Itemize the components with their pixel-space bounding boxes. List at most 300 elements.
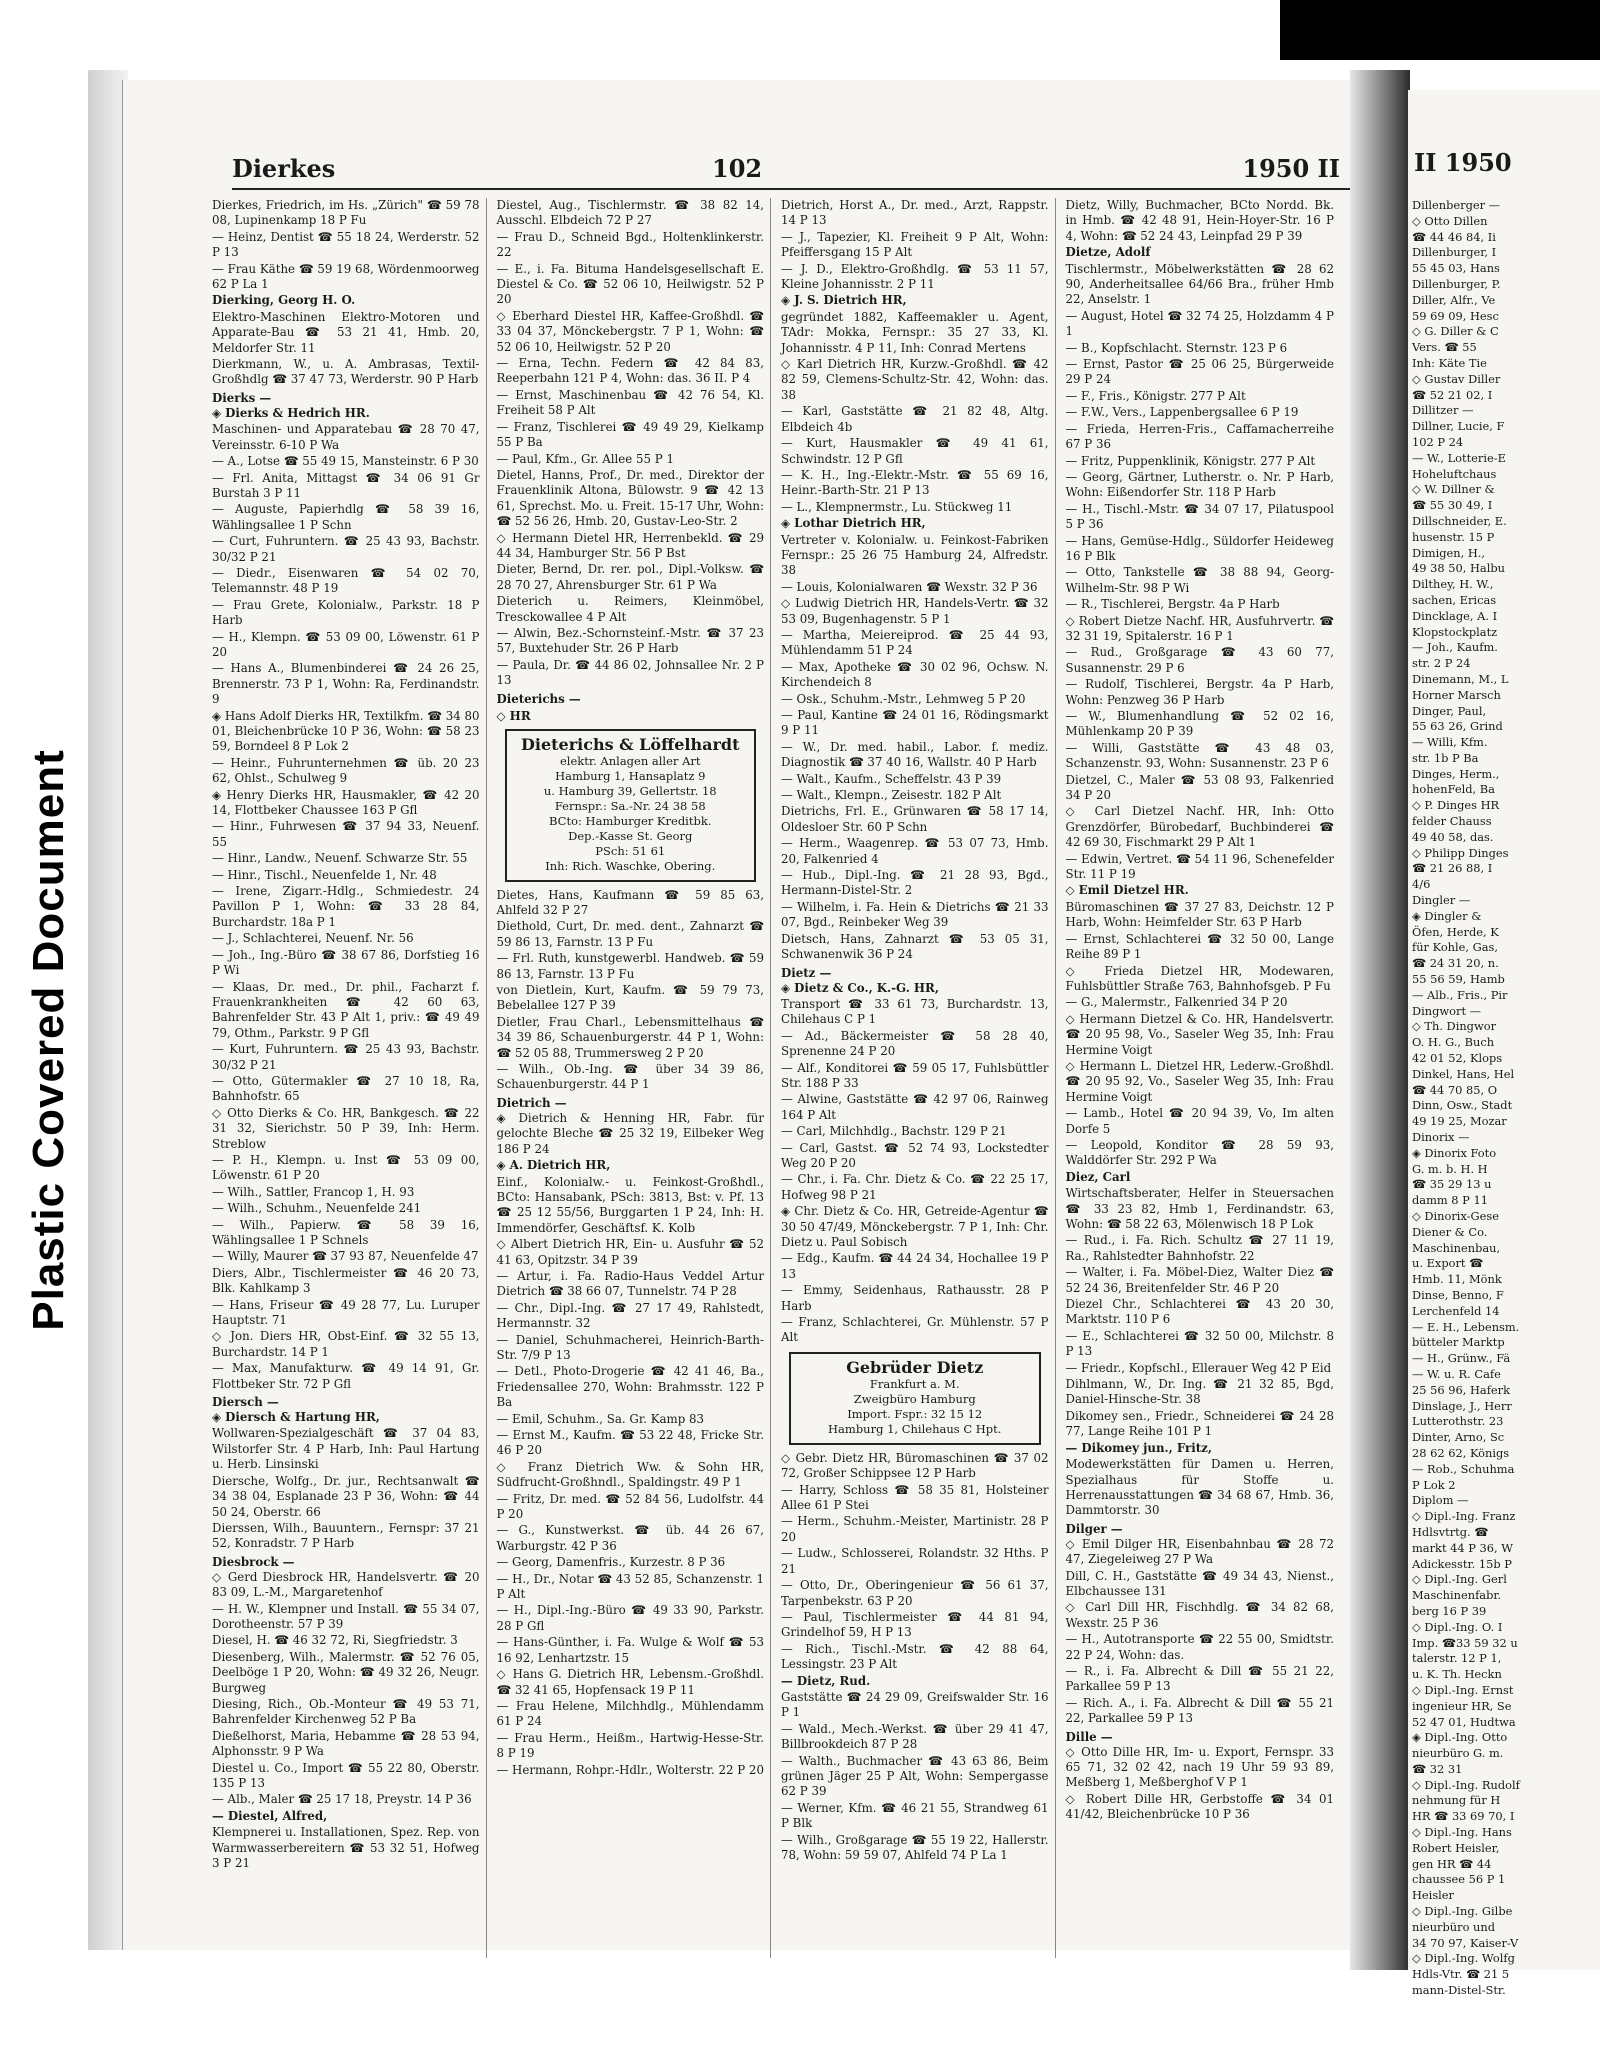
directory-column [781,198,1056,1958]
directory-entry: — Harry, Schloss ☎ 58 35 81, Holsteiner Allee 61 P Stei [781,1482,1049,1513]
directory-entry: — Curt, Fuhruntern. ☎ 25 43 93, Bachstr. 30/32 P 21 [212,534,480,564]
directory-entry: — Dietz, Rud. [781,1673,871,1688]
facing-page-entry: Dinse, Benno, F [1412,1287,1504,1302]
facing-page-entry: Dingwort — [1412,1003,1482,1018]
directory-entry: Dierssen, Wilh., Bauuntern., Fernspr: 37 21 52, Konradstr. 7 P Harb [212,1520,480,1551]
facing-page-entry: ◇ Dipl.-Ing. O. I [1412,1619,1503,1634]
directory-entry: — Fritz, Dr. med. ☎ 52 84 56, Ludolfstr. 44 P 20 [496,1491,764,1522]
directory-entry: — H., Klempn. ☎ 53 09 00, Löwenstr. 61 P 20 [212,629,480,659]
facing-page-entry: Vers. ☎ 55 [1412,340,1477,355]
directory-entry: — Heinr., Fuhrunternehmen ☎ üb. 20 23 62, Ohlst., Schulweg 9 [212,755,480,786]
directory-entry: Dierkmann, W., u. A. Ambrasas, Textil-Großhdlg ☎ 37 47 73, Werderstr. 90 P Harb [212,357,480,387]
directory-entry: — Fritz, Puppenklinik, Königstr. 277 P Alt [1065,453,1316,468]
directory-entry: — Hans, Gemüse-Hdlg., Süldorfer Heideweg 16 P Blk [1065,533,1334,563]
facing-page-entry: nieurbüro und [1412,1919,1496,1934]
facing-page-entry: 42 01 52, Klops [1412,1051,1503,1066]
facing-page-entry: ◇ Th. Dingwor [1412,1019,1497,1034]
directory-entry: — Diedr., Eisenwaren ☎ 54 02 70, Telemannstr. 48 P 19 [212,565,480,596]
directory-entry: — Heinz, Dentist ☎ 55 18 24, Werderstr. 52 P 13 [212,229,480,260]
directory-entry: — Louis, Kolonialwaren ☎ Wexstr. 32 P 36 [781,579,1038,594]
directory-entry: ◇ Robert Dietze Nachf. HR, Ausfuhrvertr. ☎ 32 31 19, Spitalerstr. 16 P 1 [1065,613,1334,643]
header-running-name: Dierkes [232,154,336,183]
directory-entry: — W., Dr. med. habil., Labor. f. mediz. Diagnostik ☎ 37 40 16, Wallstr. 40 P Harb [781,739,1049,770]
directory-entry: Diez, Carl [1065,1169,1131,1184]
directory-entry: — Martha, Meiereiprod. ☎ 25 44 93, Mühlendamm 51 P 24 [781,627,1049,658]
directory-entry: — Franz, Schlachterei, Gr. Mühlenstr. 57 P Alt [781,1315,1049,1345]
scan-border-top [1280,0,1600,60]
facing-page-entry: ☎ 32 31 [1412,1761,1463,1776]
directory-entry: Klempnerei u. Installationen, Spez. Rep. von Warmwasserbereitern ☎ 53 32 51, Hofweg 3 P 21 [212,1825,480,1871]
directory-entry: Dierkes, Friedrich, im Hs. „Zürich" ☎ 59 78 08, Lupinenkamp 18 P Fu [212,198,480,228]
facing-page-entry: ◈ Dingler & [1412,908,1482,923]
directory-entry: — Alb., Maler ☎ 25 17 18, Preystr. 14 P 36 [212,1792,472,1807]
facing-page-entry: 102 P 24 [1412,434,1464,449]
facing-page-entry: 49 19 25, Mozar [1412,1114,1507,1129]
section-heading: Dilger — [1065,1521,1123,1536]
facing-page-entry: nieurbüro G. m. [1412,1746,1504,1761]
facing-page-entry: — Willi, Kfm. [1412,735,1488,750]
advertisement-line: Dep.-Kasse St. Georg [568,828,693,843]
facing-page-entry: Robert Heisler, [1412,1840,1500,1855]
directory-entry: Diestel u. Co., Import ☎ 55 22 80, Oberstr. 135 P 13 [212,1760,480,1790]
advertisement-line: Import. Fspr.: 32 15 12 [847,1406,983,1421]
facing-page-entry: mann-Distel-Str. [1412,1983,1506,1998]
facing-page-entry: ◇ G. Diller & C [1412,324,1499,339]
directory-entry: — J. D., Elektro-Großhdlg. ☎ 53 11 57, Kleine Johannisstr. 2 P 11 [781,261,1049,292]
facing-page-entry: Hdls-Vtr. ☎ 21 5 [1412,1967,1510,1982]
directory-entry: — E., i. Fa. Bituma Handelsgesellschaft E. Diestel & Co. ☎ 52 06 10, Heilwigstr. 52 P 20 [496,261,764,307]
advertisement-box [789,1352,1041,1445]
directory-entry: Dießelhorst, Maria, Hebamme ☎ 28 53 94, Alphonsstr. 9 P Wa [212,1728,480,1759]
facing-page-entry: ◇ Dinorix-Gese [1412,1209,1499,1223]
facing-page-entry: Imp. ☎33 59 32 u [1412,1635,1518,1650]
directory-entry: — Wilh., Papierw. ☎ 58 39 16, Wählingsallee 1 P Schnels [212,1217,480,1247]
directory-entry: — Frau Helene, Milchhdlg., Mühlendamm 61 P 24 [496,1698,764,1729]
header-year: 1950 II [1242,154,1340,183]
facing-page-entry: ◇ Dipl.-Ing. Franz [1412,1509,1516,1524]
directory-entry: von Dietlein, Kurt, Kaufm. ☎ 59 79 73, Bebelallee 127 P 39 [496,983,764,1013]
directory-entry: — Chr., Dipl.-Ing. ☎ 27 17 49, Rahlstedt, Hermannstr. 32 [496,1300,764,1331]
page-number: 102 [712,154,763,183]
directory-entry: — Willy, Maurer ☎ 37 93 87, Neuenfelde 47 [212,1249,479,1264]
directory-entry: Modewerkstätten für Damen u. Herren, Spezialhaus für Stoffe u. Herrenausstattungen ☎ 34 68 67, Hmb. 36, Dammtorstr. 30 [1065,1457,1334,1518]
directory-entry: — Ernst, Pastor ☎ 25 06 25, Bürgerweide 29 P 24 [1065,357,1334,387]
directory-entry: Dill, C. H., Gaststätte ☎ 49 34 43, Nienst., Elbchaussee 131 [1065,1568,1334,1598]
directory-entry: — Diestel, Alfred, [212,1808,328,1823]
section-heading: Diesbrock — [212,1554,295,1569]
directory-entry: — F., Fris., Königstr. 277 P Alt [1065,388,1246,403]
facing-page-entry: — E. H., Lebensm. [1412,1319,1520,1334]
directory-entry: ◇ Gerd Diesbrock HR, Handelsvertr. ☎ 20 83 09, L.-M., Margaretenhof [212,1569,480,1600]
facing-page-entry: ☎ 21 26 88, I [1412,861,1493,876]
directory-entry: — Detl., Photo-Drogerie ☎ 42 41 46, Ba., Friedensallee 270, Wohn: Brahmsstr. 122 P Ba [496,1364,764,1410]
directory-entry: Dietz, Willy, Buchmacher, BCto Nordd. Bk. in Hmb. ☎ 42 48 91, Hein-Hoyer-Str. 16 P 4, Wohn: ☎ 52 24 43, Leinpfad 29 P 39 [1065,198,1334,243]
directory-entry: — Wilh., Ob.-Ing. ☎ über 34 39 86, Schauenburgerstr. 44 P 1 [496,1062,764,1092]
facing-page-entry: Dillner, Lucie, F [1412,419,1505,434]
directory-entry: ◇ Carl Dill HR, Fischhdlg. ☎ 34 82 68, Wexstr. 25 P 36 [1065,1600,1334,1630]
directory-entry: — Osk., Schuhm.-Mstr., Lehmweg 5 P 20 [781,691,1026,706]
section-heading: Dietz — [781,965,832,980]
facing-page-entry: Dinger, Paul, [1412,703,1487,718]
directory-entry: — Emil, Schuhm., Sa. Gr. Kamp 83 [496,1411,705,1426]
directory-entry: ◇ Robert Dille HR, Gerbstoffe ☎ 34 01 41/42, Bleichenbrücke 10 P 36 [1065,1791,1334,1822]
directory-entry: — P. H., Klempn. u. Inst ☎ 53 09 00, Löwenstr. 61 P 20 [212,1152,480,1183]
directory-entry: — Carl, Milchhdlg., Bachstr. 129 P 21 [781,1124,1007,1139]
directory-entry: — Frieda, Herren-Fris., Caffamacherreihe 67 P 36 [1065,421,1334,452]
directory-entry: — F.W., Vers., Lappenbergsallee 6 P 19 [1065,405,1299,420]
directory-entry: ◈ Lothar Dietrich HR, [781,516,926,531]
directory-entry: — H., Dipl.-Ing.-Büro ☎ 49 33 90, Parkstr. 28 P Gfl [496,1603,764,1633]
directory-entry: — R., i. Fa. Albrecht & Dill ☎ 55 21 22, Parkallee 59 P 13 [1065,1663,1334,1694]
directory-entry: — Daniel, Schuhmacherei, Heinrich-Barth-Str. 7/9 P 13 [496,1332,764,1362]
directory-entry: — Joh., Ing.-Büro ☎ 38 67 86, Dorfstieg 16 P Wi [212,947,480,978]
facing-page-entry: ◇ Dipl.-Ing. Gilbe [1412,1904,1513,1919]
directory-entry: — Friedr., Kopfschl., Ellerauer Weg 42 P Eid [1065,1360,1332,1375]
directory-entry: Transport ☎ 33 61 73, Burchardstr. 13, Chilehaus C P 1 [781,996,1049,1027]
directory-entry: — Ernst M., Kaufm. ☎ 53 22 48, Fricke Str. 46 P 20 [496,1428,764,1458]
facing-page-entry: ☎ 24 31 20, n. [1412,956,1499,971]
facing-page-entry: u. K. Th. Heckn [1412,1667,1502,1682]
facing-page-entry: Hdlsvtrtg. ☎ [1412,1524,1489,1539]
directory-entry: Tischlermstr., Möbelwerkstätten ☎ 28 62 90, Anderheitsallee 64/66 Bra., früher Hmb 22, Anselstr. 1 [1065,261,1334,307]
advertisement-title: Dieterichs & Löffelhardt [521,734,740,754]
directory-entry: ◈ Dietz & Co., K.-G. HR, [781,980,939,995]
facing-page-entry: ◇ P. Dinges HR [1412,798,1500,813]
directory-entry: Dietler, Frau Charl., Lebensmittelhaus ☎ 34 39 86, Schauenburgerstr. 44 P 1, Wohn: ☎ 52 05 88, Trummersweg 2 P 20 [496,1014,764,1060]
facing-page-entry: ◇ W. Dillner & [1412,482,1495,497]
directory-entry: ◈ Dietrich & Henning HR, Fabr. für gelochte Bleche ☎ 25 32 19, Eilbeker Weg 186 P 24 [496,1110,764,1156]
facing-page-entry: Dinn, Osw., Stadt [1412,1098,1513,1113]
section-heading: Dierks — [212,390,272,405]
facing-page-entry: ◇ Philipp Dinges [1412,845,1509,860]
facing-page-entry: 52 47 01, Hudtwa [1412,1714,1516,1729]
facing-page-entry: — Joh., Kaufm. [1412,640,1498,655]
directory-entry: — Otto, Tankstelle ☎ 38 88 94, Georg-Wilhelm-Str. 98 P Wi [1065,565,1334,595]
directory-entry: — Max, Manufakturw. ☎ 49 14 91, Gr. Flottbeker Str. 72 P Gfl [212,1361,480,1391]
directory-entry: ◇ Hermann Dietel HR, Herrenbekld. ☎ 29 44 34, Hamburger Str. 56 P Bst [496,530,764,560]
directory-entry: — Lamb., Hotel ☎ 20 94 39, Vo, Im alten Dorfe 5 [1065,1106,1334,1136]
advertisement-line: Zweigbüro Hamburg [853,1391,976,1406]
side-label-text: Plastic Covered Document [24,749,73,1331]
directory-entry: ◇ Carl Dietzel Nachf. HR, Inh: Otto Grenzdörfer, Bürobedarf, Buchbinderei ☎ 42 69 30, Fischmarkt 29 P Alt 1 [1065,804,1334,850]
facing-page-entry: 55 56 59, Hamb [1412,972,1505,987]
directory-entry: — Herm., Schuhm.-Meister, Martinistr. 28 P 20 [781,1514,1049,1544]
book-gutter [1350,70,1410,1970]
directory-entry: Dietrichs, Frl. E., Grünwaren ☎ 58 17 14, Oldesloer Str. 60 P Schn [781,804,1049,834]
directory-entry: — August, Hotel ☎ 32 74 25, Holzdamm 4 P 1 [1065,308,1334,339]
facing-page-entry: 34 70 97, Kaiser-V [1412,1935,1519,1950]
section-heading: Diersch — [212,1395,279,1410]
directory-entry: ◇ Albert Dietrich HR, Ein- u. Ausfuhr ☎ 52 41 63, Opitzstr. 34 P 39 [496,1237,764,1267]
facing-page-entry: felder Chauss [1412,814,1492,829]
facing-page-entry: ingenieur HR, Se [1412,1698,1512,1713]
facing-page-entry: sachen, Ericas [1412,592,1497,607]
facing-page-entry: u. Export ☎ [1412,1256,1484,1271]
facing-page-entry: 28 62 62, Königs [1412,1445,1510,1460]
facing-page-entry: ◈ Dinorix Foto [1412,1145,1497,1160]
directory-entry: — Frau Grete, Kolonialw., Parkstr. 18 P Harb [212,597,480,628]
facing-page-entry: Lutterothstr. 23 [1412,1414,1504,1429]
directory-entry: ◇ Gebr. Dietz HR, Büromaschinen ☎ 37 02 72, Großer Schippsee 12 P Harb [781,1450,1049,1481]
directory-entry: Wirtschaftsberater, Helfer in Steuersachen ☎ 33 23 82, Hmb 1, Ferdinandstr. 63, Wohn: ☎ 58 22 63, Mölenwisch 18 P Lok [1065,1186,1334,1231]
directory-entry: ◇ Emil Dietzel HR. [1065,883,1189,898]
directory-entry: — Georg, Damenfris., Kurzestr. 8 P 36 [496,1555,726,1570]
directory-entry: Gaststätte ☎ 24 29 09, Greifswalder Str. 16 P 1 [781,1689,1049,1720]
directory-entry: Vertreter v. Kolonialw. u. Feinkost-Fabriken Fernspr.: 25 26 75 Hamburg 24, Alfredstr. 38 [781,532,1049,578]
facing-page-entry: ◈ Dipl.-Ing. Otto [1412,1730,1508,1745]
side-label [4,390,94,1690]
facing-page-entry: Dinges, Herm., [1412,766,1500,781]
directory-entry: ◈ Dierks & Hedrich HR. [212,405,370,420]
directory-entry: — H., Dr., Notar ☎ 43 52 85, Schanzenstr. 1 P Alt [496,1571,764,1602]
directory-entry: Dietes, Hans, Kaufmann ☎ 59 85 63, Ahlfeld 32 P 27 [496,887,764,917]
directory-entry: — Georg, Gärtner, Lutherstr. o. Nr. P Harb, Wohn: Eißendorfer Str. 118 P Harb [1065,469,1334,500]
directory-entry: ◇ Otto Dierks & Co. HR, Bankgesch. ☎ 22 31 32, Sierichstr. 50 P 39, Inh: Herm. Streblow [212,1105,480,1151]
directory-entry: — Wilh., Schuhm., Neuenfelde 241 [212,1201,422,1216]
facing-page-entry: ◇ Dipl.-Ing. Ernst [1412,1682,1514,1697]
facing-page-entry: für Kohle, Gas, [1412,940,1498,955]
facing-page-entry: ☎ 35 29 13 u [1412,1177,1492,1192]
directory-entry: ◈ Chr. Dietz & Co. HR, Getreide-Agentur ☎ 30 50 47/49, Mönckebergstr. 7 P 1, Inh: Chr. Dietz u. Paul Sobisch [781,1204,1049,1249]
directory-entry: ◈ A. Dietrich HR, [496,1158,611,1173]
directory-entry: — Hinr., Fuhrwesen ☎ 37 94 33, Neuenf. 55 [212,819,480,849]
facing-page-entry: Dimigen, H., [1412,545,1486,560]
facing-page-entry: Diplom — [1412,1493,1469,1508]
directory-entry: — Wilh., Großgarage ☎ 55 19 22, Hallerstr. 78, Wohn: 59 59 07, Ahlfeld 74 P La 1 [781,1832,1049,1862]
section-heading: Dieterichs — [496,691,581,706]
directory-entry: — Paul, Kfm., Gr. Allee 55 P 1 [496,451,674,466]
facing-page-entry: Maschinenbau, [1412,1240,1501,1255]
directory-entry: Dieter, Bernd, Dr. rer. pol., Dipl.-Volksw. ☎ 28 70 27, Ahrensburger Str. 61 P Wa [496,562,764,592]
directory-entry: — Irene, Zigarr.-Hdlg., Schmiedestr. 24 Pavillon P 1, Wohn: ☎ 33 28 84, Burchardstr. 18a P 1 [212,884,480,929]
directory-entry: — G., Malermstr., Falkenried 34 P 20 [1065,995,1288,1010]
directory-entry: — Rich., Tischl.-Mstr. ☎ 42 88 64, Lessingstr. 23 P Alt [781,1641,1049,1672]
directory-entry: — Wald., Mech.-Werkst. ☎ über 29 41 47, Billbrookdeich 87 P 28 [781,1721,1049,1752]
directory-entry: — Frl. Ruth, kunstgewerbl. Handweb. ☎ 59 86 13, Farnstr. 13 P Fu [496,951,764,981]
directory-entry: Dietze, Adolf [1065,245,1151,260]
facing-page-entry: — W. u. R. Cafe [1412,1366,1501,1381]
directory-entry: — K. H., Ing.-Elektr.-Mstr. ☎ 55 69 16, Heinr.-Barth-Str. 21 P 13 [781,467,1049,498]
facing-page-entry: Inh: Käte Tie [1412,355,1487,370]
facing-page-entry: Dinslage, J., Herr [1412,1398,1512,1413]
facing-page-entry: ☎ 52 21 02, I [1412,387,1493,402]
facing-page-entry: P Lok 2 [1412,1477,1456,1492]
directory-entry: — Auguste, Papierhdlg ☎ 58 39 16, Wählingsallee 1 P Schn [212,502,480,532]
directory-entry: Diezel Chr., Schlachterei ☎ 43 20 30, Marktstr. 110 P 6 [1065,1297,1334,1327]
facing-page-entry: ☎ 55 30 49, I [1412,498,1493,513]
facing-page-entry: Dinemann, M., L [1412,671,1509,686]
facing-page-entry: Dincklage, A. I [1412,608,1498,623]
directory-entry: — Herm., Waagenrep. ☎ 53 07 73, Hmb. 20, Falkenried 4 [781,836,1049,866]
facing-page-entry: hohenFeld, Ba [1412,782,1495,797]
facing-page-entry: O. H. G., Buch [1412,1035,1495,1050]
directory-entry: — Hinr., Landw., Neuenf. Schwarze Str. 55 [212,851,468,866]
facing-page-entry: berg 16 P 39 [1412,1603,1487,1618]
directory-entry: Diers, Albr., Tischlermeister ☎ 46 20 73, Blk. Kahlkamp 3 [212,1265,480,1296]
directory-entry: — Carl, Gastst. ☎ 52 74 93, Lockstedter Weg 20 P 20 [781,1140,1049,1170]
advertisement-line: BCto: Hamburger Kreditbk. [549,813,712,828]
directory-entry: — Walt., Kaufm., Scheffelstr. 43 P 39 [781,771,1002,786]
facing-page-entry: Dillitzer — [1412,403,1474,418]
directory-entry: ◇ Ludwig Dietrich HR, Handels-Vertr. ☎ 32 53 09, Bugenhagenstr. 5 P 1 [781,596,1049,626]
facing-page-entry: ◇ Gustav Diller [1412,371,1501,386]
facing-page-entry: ◇ Dipl.-Ing. Rudolf [1412,1777,1520,1792]
directory-entry: — Rud., Großgarage ☎ 43 60 77, Susannenstr. 29 P 6 [1065,645,1334,675]
facing-page-entry: Dinter, Arno, Sc [1412,1430,1505,1445]
facing-page-entry: bütteler Marktp [1412,1335,1505,1350]
directory-entry: — Otto, Dr., Oberingenieur ☎ 56 61 37, Tarpenbekstr. 63 P 20 [781,1578,1049,1608]
directory-entry: Dieterich u. Reimers, Kleinmöbel, Tresckowallee 4 P Alt [496,594,764,624]
facing-page-entry: 55 63 26, Grind [1412,719,1503,734]
directory-column [212,198,487,1958]
directory-entry: ◇ Jon. Diers HR, Obst-Einf. ☎ 32 55 13, Burchardstr. 14 P 1 [212,1329,480,1359]
directory-entry: ◈ Diersch & Hartung HR, [212,1410,380,1425]
directory-entry: Diesel, H. ☎ 46 32 72, Ri, Siegfriedstr. 3 [212,1633,458,1648]
facing-page-entry: Horner Marsch [1412,687,1501,702]
facing-page-entry: 49 40 58, das. [1412,829,1494,844]
directory-entry: — Karl, Gaststätte ☎ 21 82 48, Altg. Elbdeich 4b [781,404,1049,434]
directory-entry: Diestel, Aug., Tischlermstr. ☎ 38 82 14, Ausschl. Elbdeich 72 P 27 [496,198,764,228]
directory-entry: — Paul, Tischlermeister ☎ 44 81 94, Grindelhof 59, H P 13 [781,1609,1049,1640]
facing-page-entry: damm 8 P 11 [1412,1193,1488,1208]
directory-entry: — Frau Herm., Heißm., Hartwig-Hesse-Str. 8 P 19 [496,1730,764,1761]
facing-page-entry: Heisler [1412,1888,1454,1903]
directory-entry: — W., Blumenhandlung ☎ 52 02 16, Mühlenkamp 20 P 39 [1065,709,1334,739]
facing-page-entry: 59 69 09, Hesc [1412,308,1499,323]
directory-entry: ◇ Emil Dilger HR, Eisenbahnbau ☎ 28 72 47, Ziegeleiweg 27 P Wa [1065,1536,1334,1567]
facing-page-entry: ☎ 44 46 84, Ii [1412,229,1496,244]
directory-entry: — Paula, Dr. ☎ 44 86 02, Johnsallee Nr. 2 P 13 [496,657,764,688]
facing-page-entry: Dinorix — [1412,1130,1470,1145]
directory-entry: — H., Autotransporte ☎ 22 55 00, Smidtstr. 22 P 24, Wohn: das. [1065,1632,1334,1662]
facing-page-entry: Dinkel, Hans, Hel [1412,1066,1515,1081]
advertisement-title: Gebrüder Dietz [846,1357,984,1377]
facing-page-entry: Dingler — [1412,893,1471,908]
directory-column [497,198,772,1958]
directory-entry: — Alwin, Bez.-Schornsteinf.-Mstr. ☎ 37 23 57, Buxtehuder Str. 26 P Harb [496,625,764,656]
directory-entry: — Artur, i. Fa. Radio-Haus Veddel Artur Dietrich ☎ 38 66 07, Tunnelstr. 74 P 28 [496,1268,764,1299]
directory-entry: — Kurt, Fuhruntern. ☎ 25 43 93, Bachstr. 30/32 P 21 [212,1042,480,1072]
advertisement-line: Frankfurt a. M. [869,1376,960,1391]
directory-entry: ◇ Frieda Dietzel HR, Modewaren, Fuhlsbüttler Straße 763, Bahnhofsgeb. P Fu [1065,963,1334,993]
directory-entry: — E., Schlachterei ☎ 32 50 00, Milchstr. 8 P 13 [1065,1328,1334,1359]
directory-entry: — Ernst, Schlachterei ☎ 32 50 00, Lange Reihe 89 P 1 [1065,931,1334,962]
directory-entry: Diersche, Wolfg., Dr. jur., Rechtsanwalt ☎ 34 38 04, Esplanade 23 P 36, Wohn: ☎ 44 50 24, Oberstr. 66 [212,1473,480,1519]
directory-entry: Dikomey sen., Friedr., Schneiderei ☎ 24 28 77, Lange Reihe 101 P 1 [1065,1408,1334,1439]
advertisement-line: Fernspr.: Sa.-Nr. 24 38 58 [554,798,706,813]
advertisement-box [505,729,757,882]
facing-page-entry: HR ☎ 33 69 70, I [1412,1809,1515,1824]
facing-page-entry: ◇ Dipl.-Ing. Gerl [1412,1572,1507,1587]
directory-entry: Dihlmann, W., Dr. Ing. ☎ 21 32 85, Bgd, Daniel-Hinsche-Str. 38 [1065,1377,1334,1407]
directory-entry: — Frl. Anita, Mittagst ☎ 34 06 91 Gr Burstah 3 P 11 [212,470,480,500]
directory-entry: Diesing, Rich., Ob.-Monteur ☎ 49 53 71, Bahrenfelder Kirchenweg 52 P Ba [212,1696,480,1727]
directory-entry: — Willi, Gaststätte ☎ 43 48 03, Schanzenstr. 93, Wohn: Susannenstr. 23 P 6 [1065,740,1334,771]
directory-entry: — Kurt, Hausmakler ☎ 49 41 61, Schwindstr. 12 P Gfl [781,436,1049,466]
facing-page-entry: 49 38 50, Halbu [1412,561,1505,576]
directory-entry: — Emmy, Seidenhaus, Rathausstr. 28 P Harb [781,1283,1049,1313]
directory-entry: — Leopold, Konditor ☎ 28 59 93, Walddörfer Str. 292 P Wa [1065,1137,1334,1168]
facing-page-entry: ◇ Dipl.-Ing. Wolfg [1412,1951,1515,1966]
facing-page-entry: Dillenberger — [1412,198,1501,212]
directory-entry: — Werner, Kfm. ☎ 46 21 55, Strandweg 61 P Blk [781,1800,1049,1831]
advertisement-line: Hamburg 1, Chilehaus C Hpt. [828,1421,1002,1436]
facing-page-entry: Klopstockplatz [1412,624,1498,639]
facing-page-entry: 4/6 [1412,877,1431,892]
directory-entry: — Rudolf, Tischlerei, Bergstr. 4a P Harb, Wohn: Penzweg 36 P Harb [1065,677,1334,707]
facing-page-entry: — Rob., Schuhma [1412,1461,1515,1476]
directory-entry: — A., Lotse ☎ 55 49 15, Mansteinstr. 6 P 30 [212,454,479,469]
directory-entry: — Hermann, Rohpr.-Hdlr., Wolterstr. 22 P 20 [496,1762,764,1777]
directory-columns [212,198,1340,1958]
facing-page-entry: Dillenburger, P. [1412,276,1501,291]
directory-entry: — Franz, Tischlerei ☎ 49 49 29, Kielkamp 55 P Ba [496,419,764,450]
advertisement-line: Hamburg 1, Hansaplatz 9 [555,768,706,783]
directory-entry: — Frau Käthe ☎ 59 19 68, Wördenmoorweg 62 P La 1 [212,261,480,292]
facing-page-entry: Hoheluftchaus [1412,466,1497,481]
facing-page-entry: husenstr. 15 P [1412,529,1495,544]
directory-entry: — Erna, Techn. Federn ☎ 42 84 83, Reeperbahn 121 P 4, Wohn: das. 36 II. P 4 [496,356,764,386]
directory-entry: — B., Kopfschlacht. Sternstr. 123 P 6 [1065,340,1288,355]
facing-page-entry: chaussee 56 P 1 [1412,1872,1506,1887]
directory-entry: Wollwaren-Spezialgeschäft ☎ 37 04 83, Wilstorfer Str. 4 P Harb, Inh: Paul Hartung u. Herb. Linsinski [212,1426,480,1472]
directory-entry: — R., Tischlerei, Bergstr. 4a P Harb [1065,597,1280,612]
directory-entry: ◈ Hans Adolf Dierks HR, Textilkfm. ☎ 34 80 01, Bleichenbrücke 10 P 36, Wohn: ☎ 58 23 59, Borndeel 8 P Lok 2 [212,708,480,754]
section-heading: Dille — [1065,1729,1113,1744]
directory-entry: — Hans, Friseur ☎ 49 28 77, Lu. Luruper Hauptstr. 71 [212,1297,480,1328]
facing-page-entry: Dillschneider, E. [1412,513,1507,528]
directory-entry: — Hans-Günther, i. Fa. Wulge & Wolf ☎ 53 16 92, Lenhartzstr. 15 [496,1635,764,1665]
facing-page-entry: talerstr. 12 P 1, [1412,1651,1502,1666]
directory-entry: Büromaschinen ☎ 37 27 83, Deichstr. 12 P Harb, Wohn: Heimfelder Str. 63 P Harb [1065,899,1334,930]
facing-page-entry: Diener & Co. [1412,1224,1488,1239]
directory-entry: — Alf., Konditorei ☎ 59 05 17, Fuhlsbüttler Str. 188 P 33 [781,1060,1049,1090]
facing-page-entry: Diller, Alfr., Ve [1412,292,1496,307]
facing-page-entry: str. 1b P Ba [1412,750,1479,765]
facing-page-entry: ◇ Dipl.-Ing. Hans [1412,1825,1512,1840]
directory-entry: ◇ Franz Dietrich Ww. & Sohn HR, Südfrucht-Großhndl., Spaldingstr. 49 P 1 [496,1459,764,1490]
directory-entry: — Edwin, Vertret. ☎ 54 11 96, Schenefelder Str. 11 P 19 [1065,851,1334,882]
directory-entry: Dierking, Georg H. O. [212,293,356,308]
facing-page-entry: gen HR ☎ 44 [1412,1856,1492,1871]
section-heading: Dietrich — [496,1095,567,1110]
directory-entry: — Frau D., Schneid Bgd., Holtenklinkerstr. 22 [496,229,764,260]
directory-entry: — Walth., Buchmacher ☎ 43 63 86, Beim grünen Jäger 25 P Alt, Wohn: Sempergasse 62 P 39 [781,1753,1049,1799]
directory-entry: — Hinr., Tischl., Neuenfelde 1, Nr. 48 [212,867,437,882]
facing-page-entry: markt 44 P 36, W [1412,1540,1513,1555]
facing-page-entry: Maschinenfabr. [1412,1588,1502,1603]
directory-entry: — Alwine, Gaststätte ☎ 42 97 06, Rainweg 164 P Alt [781,1092,1049,1122]
facing-page-entry: — W., Lotterie-E [1412,450,1506,465]
directory-entry: — Rud., i. Fa. Rich. Schultz ☎ 27 11 19, Ra., Rahlstedter Bahnhofstr. 22 [1065,1233,1334,1263]
directory-entry: Elektro-Maschinen Elektro-Motoren und Apparate-Bau ☎ 53 21 41, Hmb. 20, Meldorfer Str. 11 [212,309,480,355]
facing-page-entry: str. 2 P 24 [1412,656,1471,671]
facing-page-entry: 55 45 03, Hans [1412,261,1500,276]
directory-entry: — H., Tischl.-Mstr. ☎ 34 07 17, Pilatuspool 5 P 36 [1065,501,1334,532]
directory-entry: — Edg., Kaufm. ☎ 44 24 34, Hochallee 19 P 13 [781,1251,1049,1281]
directory-entry: — H. W., Klempner und Install. ☎ 55 34 07, Dorotheenstr. 57 P 39 [212,1601,480,1631]
facing-page-entry: Öfen, Herde, K [1412,924,1499,939]
advertisement-line: elektr. Anlagen aller Art [560,753,701,768]
directory-entry: ◇ Hermann L. Dietzel HR, Lederw.-Großhdl. ☎ 20 95 92, Vo., Saseler Weg 35, Inh: Frau Hermine Voigt [1065,1058,1334,1104]
facing-page-entry: Dilthey, H. W., [1412,577,1494,592]
advertisement-line: Inh: Rich. Waschke, Obering. [545,858,716,873]
facing-page-entry: Adickesstr. 15b P [1412,1556,1512,1571]
facing-page-entry: G. m. b. H. H [1412,1161,1488,1176]
page-header [232,150,1350,190]
facing-page [1408,90,1600,1998]
facing-page-entry: Dillenburger, I [1412,245,1497,260]
